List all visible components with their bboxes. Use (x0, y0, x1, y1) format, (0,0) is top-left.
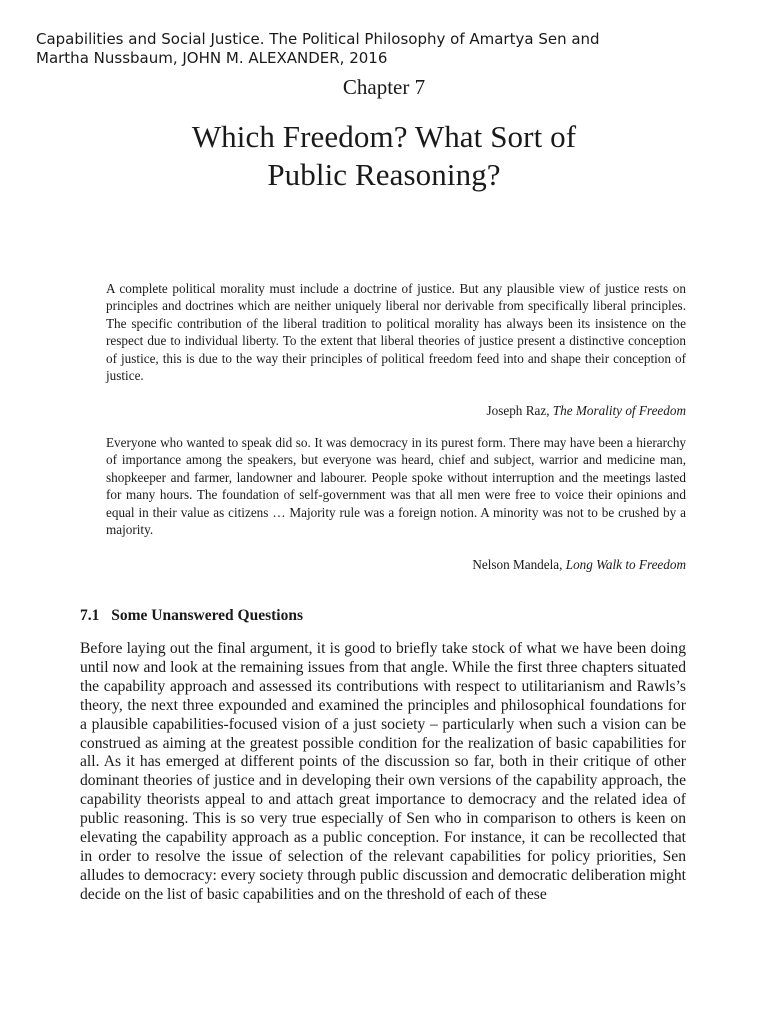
epigraph-work-title: Long Walk to Freedom (565, 557, 686, 572)
epigraph-attribution (472, 556, 686, 573)
section-title: Some Unanswered Questions (111, 607, 304, 624)
section-heading (80, 606, 303, 626)
epigraph-quote: Everyone who wanted to speak did so. It was democracy in its purest form. There may have been a hierarchy of importance among the speakers, but everyone was heard, chief and subject, warrior and medicine man, shopkeeper and farmer, landowner and labourer. People spoke without interruption and the meetings lasted for many hours. The foundation of self-government was that all men were free to voice their opinions and equal in their value as citizens … Majority rule was a foreign notion. A minority was not to be crushed by a majority. (106, 435, 686, 538)
chapter-label: Chapter 7 (342, 75, 426, 99)
source-citation-line-1: Capabilities and Social Justice. The Political Philosophy of Amartya Sen and (36, 30, 600, 48)
epigraph-author: Joseph Raz, (486, 403, 550, 418)
epigraph-author: Nelson Mandela, (472, 557, 563, 572)
epigraph-work-title: The Morality of Freedom (552, 403, 686, 418)
body-paragraph: Before laying out the final argument, it is good to briefly take stock of what we have been doing until now and look at the remaining issues from that angle. While the first three chapters situated the capability approach and assessed its contributions with respect to utilitarianism and Rawls’s theory, the next three expounded and examined the principles and philosophical foundations for a plausible capabilities-focused vision of a just society – particularly when such a vision can be construed as aiming at the greatest possible condition for the realization of basic capabilities for all. As it has emerged at different points of the discussion so far, both in their critique of other dominant theories of justice and in developing their own versions of the capability approach, the capability theorists appeal to and attach great importance to democracy and the related idea of public reasoning. This is so very true especially of Sen who in comparison to others is keen on elevating the capability approach as a public conception. For instance, it can be recollected that in order to resolve the issue of selection of the relevant capabilities for policy priorities, Sen alludes to democracy: every society through public discussion and democratic deliberation might decide on the list of basic capabilities and on the threshold of each of these (80, 640, 686, 903)
section-number: 7.1 (80, 607, 100, 624)
chapter-title-line-1: Which Freedom? What Sort of (191, 119, 577, 154)
epigraph-attribution (487, 402, 687, 419)
body-text (80, 640, 686, 905)
source-citation-line-2: Martha Nussbaum, JOHN M. ALEXANDER, 2016 (36, 49, 388, 67)
chapter-title-line-2: Public Reasoning? (267, 157, 501, 192)
source-citation (36, 30, 736, 68)
chapter-title (0, 118, 768, 194)
epigraph-quote: A complete political morality must include a doctrine of justice. But any plausible view of justice rests on principles and doctrines which are neither uniquely liberal nor derivable from specifically liberal principles. The specific contribution of the liberal tradition to political morality has always been its insistence on the respect due to individual liberty. To the extent that liberal theories of justice present a distinctive conception of justice, this is due to the way their principles of political freedom feed into and shape their conception of justice. (106, 281, 686, 384)
